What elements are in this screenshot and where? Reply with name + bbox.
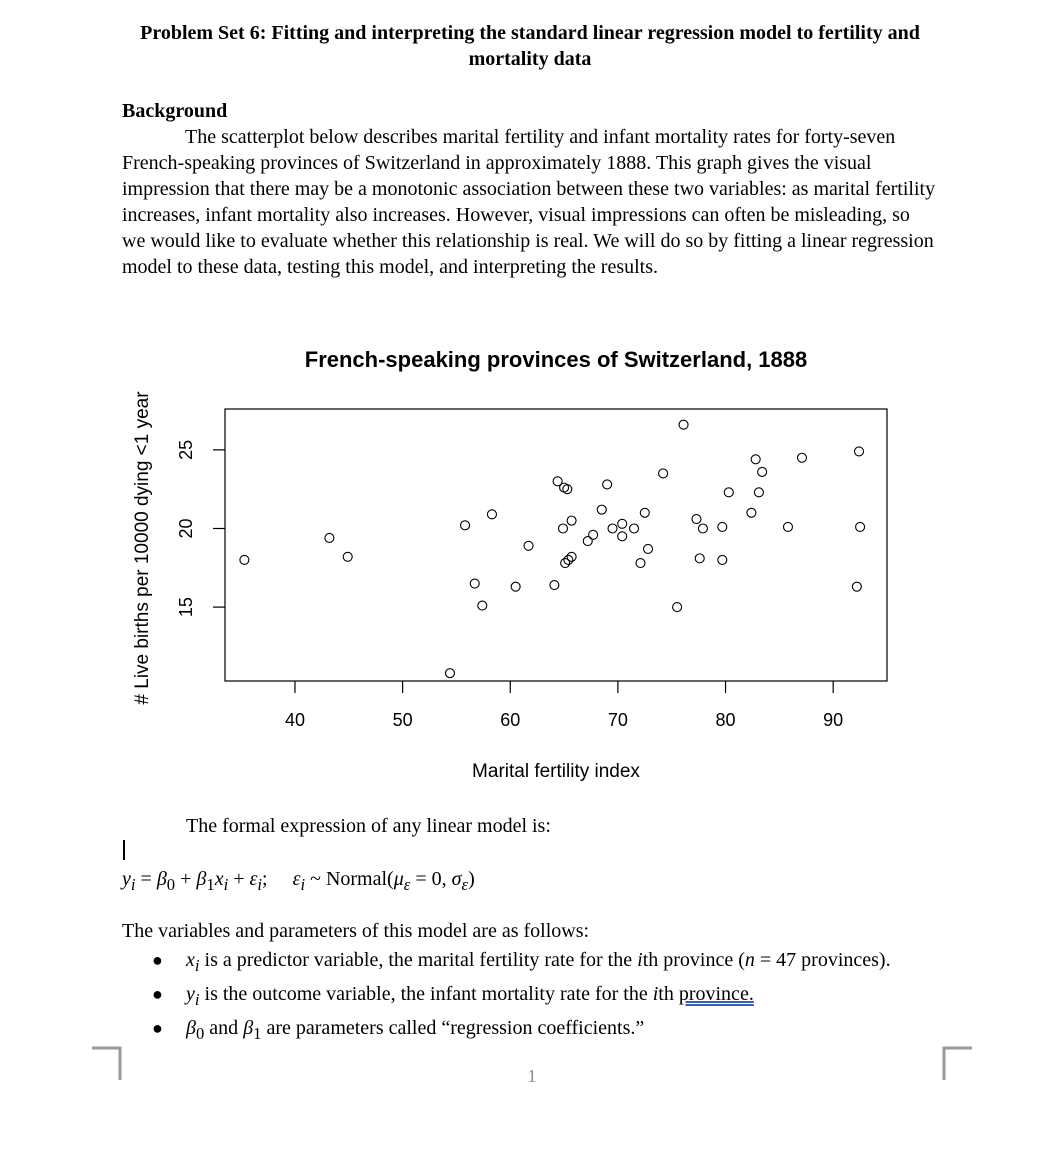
bullet1-end: = 47 provinces). (754, 949, 891, 971)
data-point (563, 485, 572, 494)
background-paragraph: The scatterplot below describes marital fertility and infant mortality rates for forty-seven French-speaking provinces of Switzerland in approximately 1888. This graph gives the visual impression that there may be a monotonic association between these two variables: as marital fertility increases, infant mortality also increases. However, visual impressions can often be misleading, so we would like to evaluate whether this relationship is real. We will do so by fitting a linear regression model to these data, testing this model, and interpreting the results. (122, 126, 936, 278)
data-point (470, 579, 479, 588)
data-point (724, 488, 733, 497)
data-point (511, 582, 520, 591)
eq-sub-i3: i (257, 875, 263, 894)
x-tick-label: 40 (284, 710, 305, 730)
data-point (608, 524, 617, 533)
y-tick-label: 25 (176, 439, 196, 460)
x-tick-label: 80 (715, 710, 736, 730)
eq-sub-0: 0 (166, 875, 176, 894)
data-point (695, 554, 704, 563)
data-point (751, 455, 760, 464)
list-item (150, 980, 1030, 1014)
data-point (583, 537, 592, 546)
data-point (597, 505, 606, 514)
eq-sub-i4: i (300, 875, 306, 894)
data-point (673, 603, 682, 612)
data-point (692, 515, 701, 524)
list-item (150, 946, 1030, 980)
spellcheck-underlined-word[interactable]: province. (678, 983, 754, 1005)
eq-sub-i2: i (223, 875, 229, 894)
variables-intro: The variables and parameters of this model are as follows: (122, 920, 590, 942)
eq-sub-eps: ε (403, 875, 411, 894)
variable-list (150, 946, 1030, 1048)
regression-equation: $y_i = \beta_0 + \beta_1x_i + \varepsilon_i$; $\varepsilon_i$ ~ $Normal(\mu_\varepsilon = 0$, $\sigma_\varepsilon$) (122, 868, 475, 894)
var-beta0-sub: 0 (195, 1024, 205, 1043)
bullet1-n: n (744, 949, 755, 971)
x-axis (285, 681, 843, 730)
text-cursor (123, 840, 125, 860)
x-tick-label: 60 (500, 710, 521, 730)
chart-title: French-speaking provinces of Switzerland, 1888 (304, 347, 808, 372)
data-point (524, 541, 533, 550)
eq-sub-eps2: ε (461, 875, 469, 894)
bullet3-end: are parameters called “regression coefficients.” (261, 1017, 645, 1039)
bullet3-and: and (204, 1017, 244, 1039)
page-corner-left-icon (90, 1046, 124, 1082)
data-point (343, 552, 352, 561)
page-number: 1 (527, 1066, 537, 1086)
y-tick-label: 20 (176, 518, 196, 539)
eq-eps2: ε (292, 868, 301, 890)
data-points (240, 420, 865, 677)
var-y: y (186, 983, 195, 1005)
data-point (754, 488, 763, 497)
scatter-chart (0, 330, 1054, 790)
data-point (679, 420, 688, 429)
var-beta0: β (186, 1017, 196, 1039)
data-point (747, 508, 756, 517)
eq-beta1: β (196, 868, 207, 890)
bullet-icon: ● (152, 984, 163, 1004)
data-point (855, 447, 864, 456)
formal-expression-intro: The formal expression of any linear model is: (186, 815, 551, 837)
x-tick-label: 90 (823, 710, 844, 730)
bullet2-text: is the outcome variable, the infant mortality rate for the (199, 983, 653, 1005)
data-point (461, 521, 470, 530)
eq-normal: Normal (325, 868, 388, 890)
data-point (636, 559, 645, 568)
data-point (852, 582, 861, 591)
data-point (558, 524, 567, 533)
background-heading: Background (122, 100, 228, 122)
eq-x: x (214, 868, 224, 890)
data-point (698, 524, 707, 533)
data-point (797, 453, 806, 462)
x-axis-label: Marital fertility index (472, 761, 640, 782)
var-beta1-sub: 1 (253, 1024, 262, 1043)
page-corner-right-icon (940, 1046, 974, 1082)
x-tick-label: 70 (607, 710, 628, 730)
data-point (550, 581, 559, 590)
list-item (150, 1014, 1030, 1048)
bullet1-text: is a predictor variable, the marital fertility rate for the (199, 949, 638, 971)
data-point (603, 480, 612, 489)
y-tick-label: 15 (176, 597, 196, 618)
data-point (640, 508, 649, 517)
eq-sub-i: i (130, 875, 136, 894)
y-axis-label: # Live births per 10000 dying <1 year (132, 391, 153, 705)
data-point (659, 469, 668, 478)
y-axis (176, 440, 225, 617)
var-y-sub: i (194, 990, 200, 1009)
data-point (445, 669, 454, 678)
eq-sub-1: 1 (206, 875, 215, 894)
eq-beta0: β (156, 868, 167, 890)
bullet1-after: th province ( (642, 949, 745, 971)
data-point (758, 467, 767, 476)
x-tick-label: 50 (392, 710, 413, 730)
data-point (644, 544, 653, 553)
data-point (325, 533, 334, 542)
var-beta1: β (243, 1017, 254, 1039)
data-point (718, 522, 727, 531)
data-point (487, 510, 496, 519)
data-point (718, 555, 727, 564)
data-point (630, 524, 639, 533)
bullet-icon: ● (152, 950, 163, 970)
data-point (783, 522, 792, 531)
data-point (589, 530, 598, 539)
var-x: x (186, 949, 195, 971)
data-point (567, 516, 576, 525)
eq-y: y (122, 868, 131, 890)
var-x-sub: i (194, 956, 200, 975)
bullet1-i: i (637, 949, 643, 971)
eq-eps: ε (249, 868, 258, 890)
data-point (618, 532, 627, 541)
eq-mu: μ (393, 868, 404, 890)
eq-sigma: σ (451, 868, 462, 890)
data-point (856, 522, 865, 531)
bullet2-i: i (652, 983, 659, 1005)
eq-zero: 0 (431, 868, 442, 890)
plot-frame (225, 409, 887, 681)
data-point (478, 601, 487, 610)
bullet-icon: ● (152, 1018, 163, 1038)
data-point (618, 519, 627, 528)
bullet2-after: th (658, 983, 679, 1005)
document-title: Problem Set 6: Fitting and interpreting the standard linear regression model to fertility and mortality data (140, 22, 920, 70)
data-point (240, 555, 249, 564)
